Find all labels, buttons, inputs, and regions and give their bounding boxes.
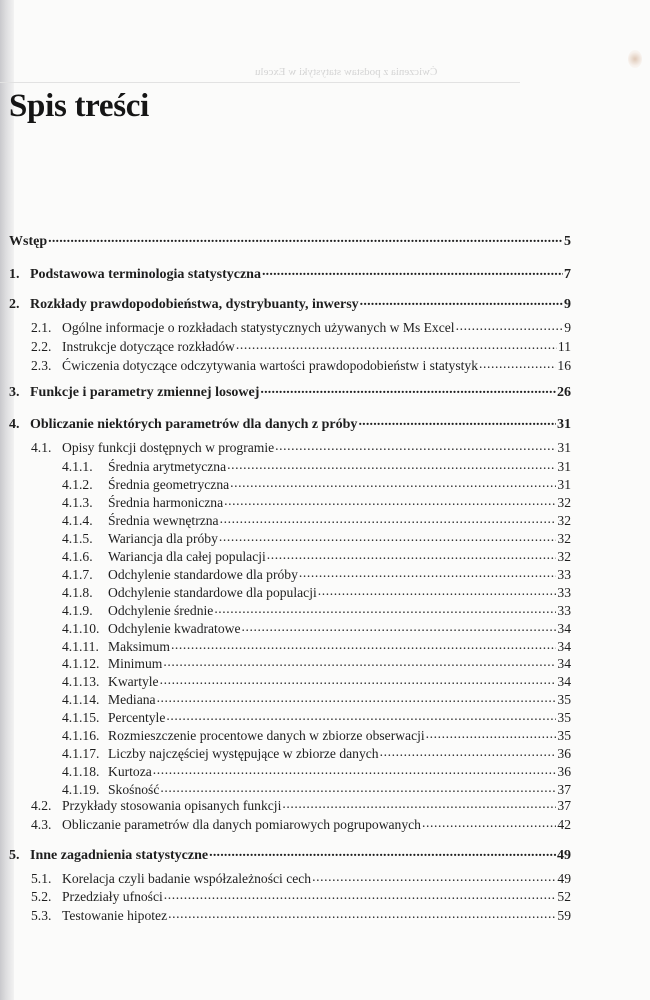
dot-leader xyxy=(219,529,557,543)
toc-entry-number: 3. xyxy=(9,385,20,400)
toc-entry xyxy=(62,475,571,493)
toc-entry-page-number: 36 xyxy=(557,763,571,779)
toc-entry-page-number: 49 xyxy=(557,870,571,886)
toc-entry-label: Instrukcje dotyczące rozkładów xyxy=(62,338,235,354)
dot-leader xyxy=(282,796,556,810)
toc-entry-number: 4.1.15. xyxy=(62,709,100,725)
toc-entry-page-number: 36 xyxy=(557,745,571,761)
toc-entry xyxy=(62,619,571,637)
dot-leader xyxy=(220,511,557,525)
toc-entry-label: Testowanie hipotez xyxy=(62,907,168,923)
dot-leader xyxy=(230,475,556,489)
toc-entry-number: 4.2. xyxy=(31,797,52,813)
dot-leader xyxy=(262,264,563,278)
toc-entry xyxy=(62,493,571,511)
dot-leader xyxy=(312,869,556,883)
toc-entry-label: Średnia geometryczna xyxy=(108,476,230,492)
toc-entry-label: Ćwiczenia dotyczące odczytywania wartości prawdopodobieństw i statystyk xyxy=(62,357,478,373)
toc-entry-page-number: 34 xyxy=(557,655,571,671)
toc-entry xyxy=(31,906,571,924)
toc-entry xyxy=(31,337,571,355)
header-rule xyxy=(0,82,520,83)
dot-leader xyxy=(164,887,557,901)
toc-entry-number: 5.1. xyxy=(31,870,52,886)
dot-leader xyxy=(209,845,556,859)
dot-leader xyxy=(224,493,556,507)
toc-entry xyxy=(62,529,571,547)
toc-entry-page-number: 5 xyxy=(564,234,571,249)
toc-entry-number: 4. xyxy=(9,417,20,432)
toc-entry xyxy=(62,780,571,798)
toc-entry-page-number: 31 xyxy=(557,439,571,455)
toc-entry-page-number: 59 xyxy=(557,907,571,923)
toc-entry-label: Skośność xyxy=(108,781,160,797)
toc-entry-page-number: 32 xyxy=(557,548,571,564)
toc-entry-page-number: 9 xyxy=(564,319,571,335)
toc-entry-number: 4.1.10. xyxy=(62,620,100,636)
toc-entry-page-number: 33 xyxy=(557,602,571,618)
toc-entry-number: 4.1.6. xyxy=(62,548,93,564)
toc-entry xyxy=(62,601,571,619)
toc-entry xyxy=(62,762,571,780)
toc-entry-number: 4.1.9. xyxy=(62,602,93,618)
toc-entry-page-number: 35 xyxy=(557,727,571,743)
dot-leader xyxy=(275,438,556,452)
toc-entry-number: 1. xyxy=(9,267,20,282)
toc-entry-label: Percentyle xyxy=(108,709,166,725)
toc-entry-number: 4.1. xyxy=(31,439,52,455)
toc-entry-label: Kwartyle xyxy=(108,673,159,689)
dot-leader xyxy=(260,382,556,396)
toc-entry-number: 4.1.17. xyxy=(62,745,100,761)
toc-entry-label: Odchylenie kwadratowe xyxy=(108,620,241,636)
toc-entry-number: 4.1.5. xyxy=(62,530,93,546)
toc-entry-label: Wariancja dla próby xyxy=(108,530,218,546)
toc-entry-number: 2.3. xyxy=(31,357,52,373)
toc-entry xyxy=(9,414,571,433)
toc-entry-label: Podstawowa terminologia statystyczna xyxy=(30,267,261,282)
page-title: Spis treści xyxy=(9,88,150,124)
toc-entry-label: Kurtoza xyxy=(108,763,152,779)
toc-entry-label: Wariancja dla całej populacji xyxy=(108,548,266,564)
toc-entry-page-number: 31 xyxy=(557,458,571,474)
dot-leader xyxy=(267,547,557,561)
toc-entry-number: 4.1.13. xyxy=(62,673,100,689)
toc-entry xyxy=(31,796,571,814)
toc-entry-page-number: 34 xyxy=(557,620,571,636)
toc-entry-page-number: 31 xyxy=(557,417,571,432)
dot-leader xyxy=(422,815,556,829)
toc-entry-label: Rozmieszczenie procentowe danych w zbiorze obserwacji xyxy=(108,727,425,743)
toc-entry xyxy=(62,583,571,601)
toc-entry xyxy=(62,708,571,726)
dot-leader xyxy=(48,231,563,245)
toc-entry-page-number: 34 xyxy=(557,673,571,689)
toc-entry-number: 4.1.16. xyxy=(62,727,100,743)
toc-entry-page-number: 32 xyxy=(557,512,571,528)
toc-entry xyxy=(31,356,571,374)
toc-entry xyxy=(62,744,571,762)
toc-entry xyxy=(62,547,571,565)
toc-entry-page-number: 42 xyxy=(557,816,571,832)
dot-leader xyxy=(160,672,557,686)
toc-entry-page-number: 7 xyxy=(564,267,571,282)
dot-leader xyxy=(166,708,556,722)
toc-entry-label: Korelacja czyli badanie współzależności cech xyxy=(62,870,312,886)
toc-entry xyxy=(9,294,571,313)
toc-entry xyxy=(31,815,571,833)
toc-entry-label: Minimum xyxy=(108,655,163,671)
toc-entry xyxy=(9,382,571,401)
toc-entry-number: 4.1.8. xyxy=(62,584,93,600)
toc-entry-number: 4.1.12. xyxy=(62,655,100,671)
toc-entry-label: Odchylenie standardowe dla populacji xyxy=(108,584,317,600)
toc-entry-label: Odchylenie średnie xyxy=(108,602,214,618)
toc-entry-label: Przedziały ufności xyxy=(62,888,163,904)
toc-entry-number: 5.3. xyxy=(31,907,52,923)
toc-entry-number: 2.1. xyxy=(31,319,52,335)
dot-leader xyxy=(318,583,557,597)
toc-entry-label: Inne zagadnienia statystyczne xyxy=(30,848,209,863)
toc-entry-number: 2. xyxy=(9,297,20,312)
dot-leader xyxy=(479,356,556,370)
dot-leader xyxy=(299,565,557,579)
bleed-through-header xyxy=(0,64,650,84)
toc-entry-label: Funkcje i parametry zmiennej losowej xyxy=(30,385,260,400)
toc-entry-page-number: 35 xyxy=(557,691,571,707)
toc-entry-number: 4.1.11. xyxy=(62,638,99,654)
toc-entry-page-number: 9 xyxy=(564,297,571,312)
toc-entry xyxy=(62,672,571,690)
toc-entry-label: Maksimum xyxy=(108,638,170,654)
dot-leader xyxy=(358,414,556,428)
toc-entry-page-number: 37 xyxy=(557,797,571,813)
toc-entry xyxy=(31,318,571,336)
dot-leader xyxy=(360,294,563,308)
toc-entry-label: Mediana xyxy=(108,691,156,707)
toc-entry xyxy=(62,690,571,708)
toc-entry xyxy=(62,726,571,744)
toc-entry-page-number: 33 xyxy=(557,566,571,582)
dot-leader xyxy=(171,637,556,651)
toc-entry-page-number: 11 xyxy=(557,338,571,354)
toc-entry-number: 4.1.14. xyxy=(62,691,100,707)
toc-entry-page-number: 37 xyxy=(557,781,571,797)
toc-entry-page-number: 16 xyxy=(557,357,571,373)
toc-entry xyxy=(62,654,571,672)
paper-stain xyxy=(628,50,642,68)
toc-entry-number: 4.3. xyxy=(31,816,52,832)
toc-entry-label: Opisy funkcji dostępnych w programie xyxy=(62,439,275,455)
dot-leader xyxy=(163,654,556,668)
bleed-through-header-text: Ćwiczenia z podstaw statystyki w Excelu xyxy=(255,66,438,78)
toc-entry-label: Odchylenie standardowe dla próby xyxy=(108,566,298,582)
toc-entry xyxy=(31,887,571,905)
toc-entry-number: 4.1.7. xyxy=(62,566,93,582)
toc-entry xyxy=(31,438,571,456)
dot-leader xyxy=(242,619,557,633)
dot-leader xyxy=(168,906,556,920)
dot-leader xyxy=(426,726,557,740)
toc-entry-page-number: 35 xyxy=(557,709,571,725)
dot-leader xyxy=(157,690,557,704)
toc-entry-number: 2.2. xyxy=(31,338,52,354)
toc-entry xyxy=(62,565,571,583)
toc-entry-label: Wstęp xyxy=(9,234,48,249)
toc-entry-label: Rozkłady prawdopodobieństwa, dystrybuanty, inwersy xyxy=(30,297,359,312)
dot-leader xyxy=(456,318,564,332)
toc-entry-label: Liczby najczęściej występujące w zbiorze danych xyxy=(108,745,379,761)
toc-entry-page-number: 31 xyxy=(557,476,571,492)
toc-entry-page-number: 32 xyxy=(557,530,571,546)
toc-entry-page-number: 26 xyxy=(557,385,571,400)
toc-entry-label: Obliczanie niektórych parametrów dla danych z próby xyxy=(30,417,358,432)
toc-entry xyxy=(62,511,571,529)
toc-entry xyxy=(62,457,571,475)
dot-leader xyxy=(153,762,557,776)
dot-leader xyxy=(160,780,556,794)
toc-entry-page-number: 49 xyxy=(557,848,571,863)
toc-entry xyxy=(9,231,571,250)
toc-entry-page-number: 32 xyxy=(557,494,571,510)
dot-leader xyxy=(214,601,556,615)
dot-leader xyxy=(227,457,556,471)
toc-entry-number: 4.1.18. xyxy=(62,763,100,779)
toc-entry-label: Przykłady stosowania opisanych funkcji xyxy=(62,797,282,813)
toc-entry-number: 4.1.1. xyxy=(62,458,93,474)
toc-entry-number: 4.1.2. xyxy=(62,476,93,492)
toc-entry-number: 4.1.3. xyxy=(62,494,93,510)
toc-entry xyxy=(9,845,571,864)
toc-entry-number: 4.1.19. xyxy=(62,781,100,797)
toc-entry-label: Średnia harmoniczna xyxy=(108,494,224,510)
toc-entry-number: 5. xyxy=(9,848,20,863)
toc-entry-label: Średnia wewnętrzna xyxy=(108,512,219,528)
toc-entry xyxy=(9,264,571,283)
toc-entry-label: Średnia arytmetyczna xyxy=(108,458,227,474)
toc-entry-page-number: 33 xyxy=(557,584,571,600)
toc-entry-label: Obliczanie parametrów dla danych pomiarowych pogrupowanych xyxy=(62,816,421,832)
toc-entry xyxy=(62,637,571,655)
toc-entry-label: Ogólne informacje o rozkładach statystycznych używanych w Ms Excel xyxy=(62,319,455,335)
toc-entry xyxy=(31,869,571,887)
toc-entry-number: 5.2. xyxy=(31,888,52,904)
toc-entry-page-number: 52 xyxy=(557,888,571,904)
toc-entry-page-number: 34 xyxy=(557,638,571,654)
toc-entry-number: 4.1.4. xyxy=(62,512,93,528)
dot-leader xyxy=(380,744,557,758)
dot-leader xyxy=(236,337,557,351)
